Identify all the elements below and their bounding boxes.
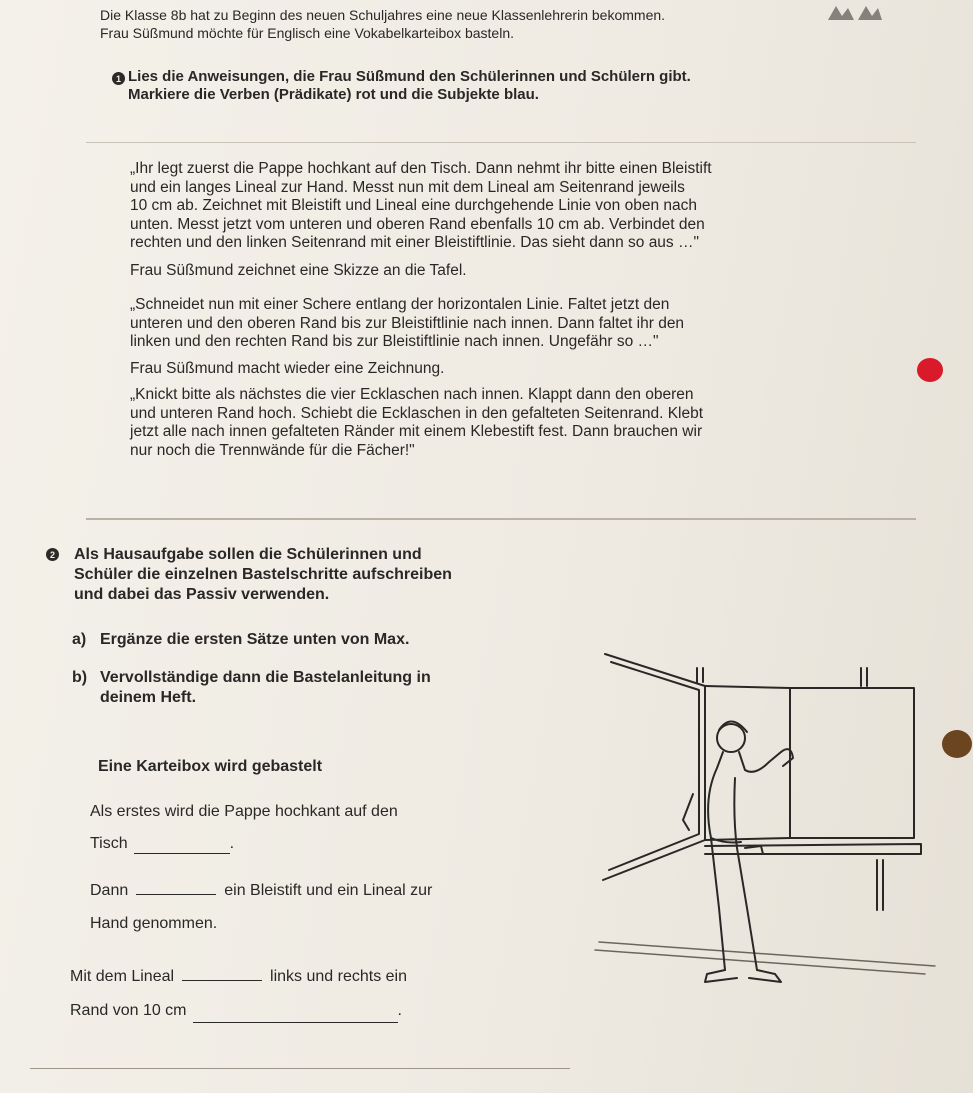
bottom-divider bbox=[30, 1068, 570, 1069]
task-2b-label: b) bbox=[72, 669, 88, 686]
worksheet-line-5 bbox=[70, 966, 407, 986]
paragraph-1 bbox=[130, 160, 890, 253]
task-1-instructions bbox=[128, 68, 691, 104]
paragraph-1-line: 10 cm ab. Zeichnet mit Bleistift und Lineal eine durchgehende Linie von oben nach bbox=[130, 197, 697, 214]
task-2-line: Als Hausaufgabe sollen die Schülerinnen und bbox=[74, 546, 422, 563]
worksheet-title: Eine Karteibox wird gebastelt bbox=[98, 758, 323, 775]
paragraph-5-line: und unteren Rand hoch. Schiebt die Ecklaschen in den gefalteten Seitenrand. Klebt bbox=[130, 404, 704, 422]
paragraph-5-line: „Knickt bitte als nächstes die vier Ecklaschen nach innen. Klappt dann den oberen bbox=[130, 386, 694, 403]
answer-blank-3[interactable] bbox=[182, 966, 262, 981]
paragraph-3-line: linken und den rechten Rand bis zur Bleistiftlinie nach innen. Ungefähr so …" bbox=[130, 333, 659, 350]
task-2b-text-2: deinem Heft. bbox=[100, 689, 197, 706]
task-2-instructions bbox=[74, 545, 452, 605]
answer-blank-1[interactable] bbox=[134, 839, 230, 854]
worksheet-text: Mit dem Lineal bbox=[70, 968, 175, 985]
brown-sticker-icon bbox=[942, 730, 972, 758]
corner-logo-icon bbox=[824, 2, 884, 24]
worksheet-line-3 bbox=[90, 880, 432, 900]
paragraph-5-line: jetzt alle nach innen gefalteten Ränder mit einem Klebestift fest. Dann brauchen wir bbox=[130, 423, 703, 440]
paragraph-5-line: nur noch die Trennwände für die Fächer!" bbox=[130, 441, 415, 459]
worksheet-text: links und rechts ein bbox=[270, 968, 408, 985]
worksheet-line-4: Hand genommen. bbox=[90, 915, 218, 932]
paragraph-3-line: unteren und den oberen Rand bis zur Bleistiftlinie nach innen. Dann faltet ihr den bbox=[130, 314, 685, 332]
paragraph-2: Frau Süßmund zeichnet eine Skizze an die Tafel. bbox=[130, 262, 467, 279]
task-2a bbox=[72, 630, 409, 650]
worksheet-line-6 bbox=[70, 1000, 402, 1020]
paragraph-5 bbox=[130, 386, 890, 460]
task-2a-label: a) bbox=[72, 631, 87, 648]
task-1-line-1: Lies die Anweisungen, die Frau Süßmund den Schülerinnen und Schülern gibt. bbox=[128, 68, 691, 85]
task-2-line: und dabei das Passiv verwenden. bbox=[74, 586, 330, 603]
paragraph-1-line: rechten und den linken Seitenrand mit einer Bleistiftlinie. Das sieht dann so aus …" bbox=[130, 234, 699, 251]
paragraph-3-line: „Schneidet nun mit einer Schere entlang der horizontalen Linie. Faltet jetzt den bbox=[130, 296, 670, 313]
paragraph-1-line: unten. Messt jetzt vom unteren und oberen Rand ebenfalls 10 cm ab. Verbindet den bbox=[130, 215, 705, 233]
task-1-line-2: Markiere die Verben (Prädikate) rot und die Subjekte blau. bbox=[128, 86, 539, 103]
task-2-number: 2 bbox=[46, 548, 59, 561]
red-sticker-icon bbox=[917, 358, 943, 382]
paragraph-1-line: und ein langes Lineal zur Hand. Messt nun mit dem Lineal am Seitenrand jeweils bbox=[130, 178, 685, 196]
task-1-number: 1 bbox=[112, 72, 125, 85]
paragraph-3 bbox=[130, 296, 890, 352]
task-2a-text: Ergänze die ersten Sätze unten von Max. bbox=[100, 631, 410, 648]
worksheet-text: Tisch bbox=[90, 835, 128, 852]
worksheet-line-2 bbox=[90, 833, 234, 853]
worksheet-line-1: Als erstes wird die Pappe hochkant auf den bbox=[90, 803, 398, 820]
intro-line-1: Die Klasse 8b hat zu Beginn des neuen Schuljahres eine neue Klassenlehrerin bekommen. bbox=[100, 7, 666, 23]
worksheet-text: . bbox=[397, 1002, 402, 1019]
paragraph-4: Frau Süßmund macht wieder eine Zeichnung. bbox=[130, 360, 445, 377]
paragraph-1-line: „Ihr legt zuerst die Pappe hochkant auf den Tisch. Dann nehmt ihr bitte einen Bleistift bbox=[130, 160, 712, 177]
worksheet-text: Dann bbox=[90, 882, 129, 899]
answer-blank-4[interactable] bbox=[193, 1008, 398, 1023]
worksheet-text: Rand von 10 cm bbox=[70, 1002, 187, 1019]
worksheet-text: ein Bleistift und ein Lineal zur bbox=[224, 882, 433, 899]
task-2-line: Schüler die einzelnen Bastelschritte aufschreiben bbox=[74, 566, 452, 583]
teacher-at-board-illustration bbox=[585, 648, 945, 988]
answer-blank-2[interactable] bbox=[136, 880, 216, 895]
task-2b-text: Vervollständige dann die Bastelanleitung in bbox=[100, 669, 431, 686]
intro-line-2: Frau Süßmund möchte für Englisch eine Vokabelkarteibox basteln. bbox=[100, 25, 515, 41]
intro-text bbox=[100, 6, 920, 42]
worksheet-text: . bbox=[229, 835, 235, 852]
task-2b bbox=[72, 668, 431, 708]
